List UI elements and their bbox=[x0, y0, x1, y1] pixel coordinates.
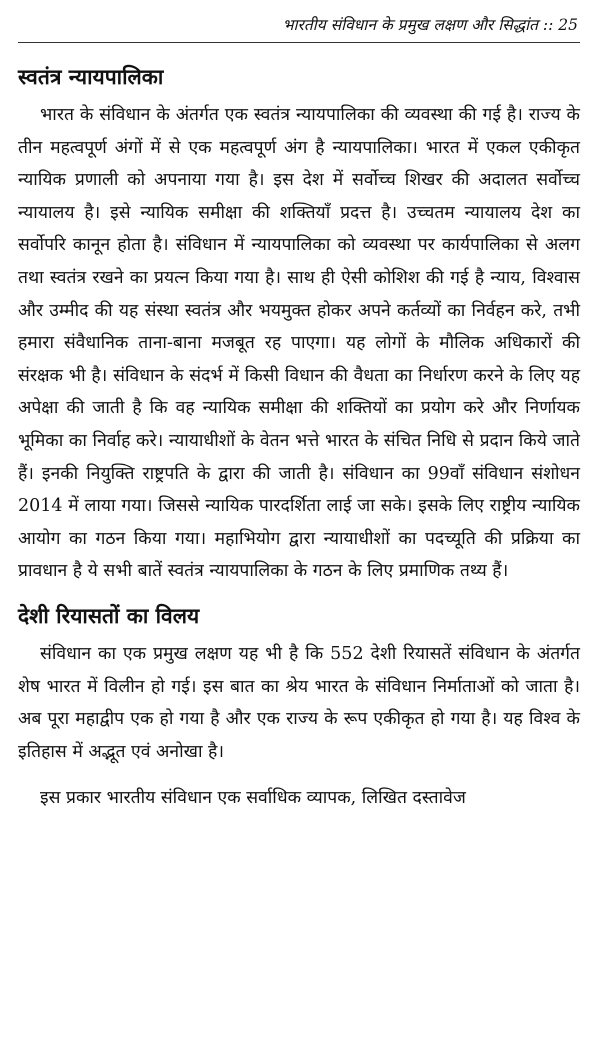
section-princely-states-merger bbox=[18, 602, 580, 768]
section-independent-judiciary bbox=[18, 63, 580, 588]
section-paragraph: भारत के संविधान के अंतर्गत एक स्वतंत्र न्यायपालिका की व्यवस्था की गई है। राज्य के तीन महत्वपूर्ण अंगों में से एक महत्वपूर्ण अंग है न्यायपालिका। भारत में एकल एकीकृत न्यायिक प्रणाली को अपनाया गया है। इस देश में सर्वोच्च शिखर की अदालत सर्वोच्च न्यायालय है। इसे न्यायिक समीक्षा की शक्तियाँ प्रदत्त है। उच्चतम न्यायालय देश का सर्वोपरि कानून होता है। संविधान में न्यायपालिका को व्यवस्था पर कार्यपालिका से अलग तथा स्वतंत्र रखने का प्रयत्न किया गया है। साथ ही ऐसी कोशिश की गई है न्याय, विश्वास और उम्मीद की यह संस्था स्वतंत्र और भयमुक्त होकर अपने कर्तव्यों का निर्वहन करे, तभी हमारा संवैधानिक ताना-बाना मजबूत रह पाएगा। यह लोगों के मौलिक अधिकारों की संरक्षक भी है। संविधान के संदर्भ में किसी विधान की वैधता का निर्धारण करने के लिए यह अपेक्षा की जाती है कि वह न्यायिक समीक्षा की शक्तियों का प्रयोग करे और निर्णायक भूमिका का निर्वाह करे। न्यायाधीशों के वेतन भत्ते भारत के संचित निधि से प्रदान किये जाते हैं। इनकी नियुक्ति राष्ट्रपति के द्वारा की जाती है। संविधान का 99वाँ संविधान संशोधन 2014 में लाया गया। जिससे न्यायिक पारदर्शिता लाई जा सके। इसके लिए राष्ट्रीय न्यायिक आयोग का गठन किया गया। महाभियोग द्वारा न्यायाधीशों का पदच्यूति की प्रक्रिया का प्रावधान है ये सभी बातें स्वतंत्र न्यायपालिका के गठन के लिए प्रमाणिक तथ्य हैं। bbox=[18, 105, 580, 582]
header-rule bbox=[18, 42, 580, 43]
running-head: भारतीय संविधान के प्रमुख लक्षण और सिद्धांत :: 25 bbox=[282, 16, 578, 34]
section-paragraph: संविधान का एक प्रमुख लक्षण यह भी है कि 552 देशी रियासतें संविधान के अंतर्गत शेष भारत में विलीन हो गई। इस बात का श्रेय भारत के संविधान निर्माताओं को जाता है। अब पूरा महाद्वीप एक हो गया है और एक राज्य के रूप एकीकृत हो गया है। यह विश्व के इतिहास में अद्भूत एवं अनोखा है। bbox=[18, 643, 580, 762]
section-heading: स्वतंत्र न्यायपालिका bbox=[18, 65, 164, 89]
closing-paragraph: इस प्रकार भारतीय संविधान एक सर्वाधिक व्यापक, लिखित दस्तावेज bbox=[40, 788, 466, 809]
section-heading: देशी रियासतों का विलय bbox=[18, 603, 200, 628]
